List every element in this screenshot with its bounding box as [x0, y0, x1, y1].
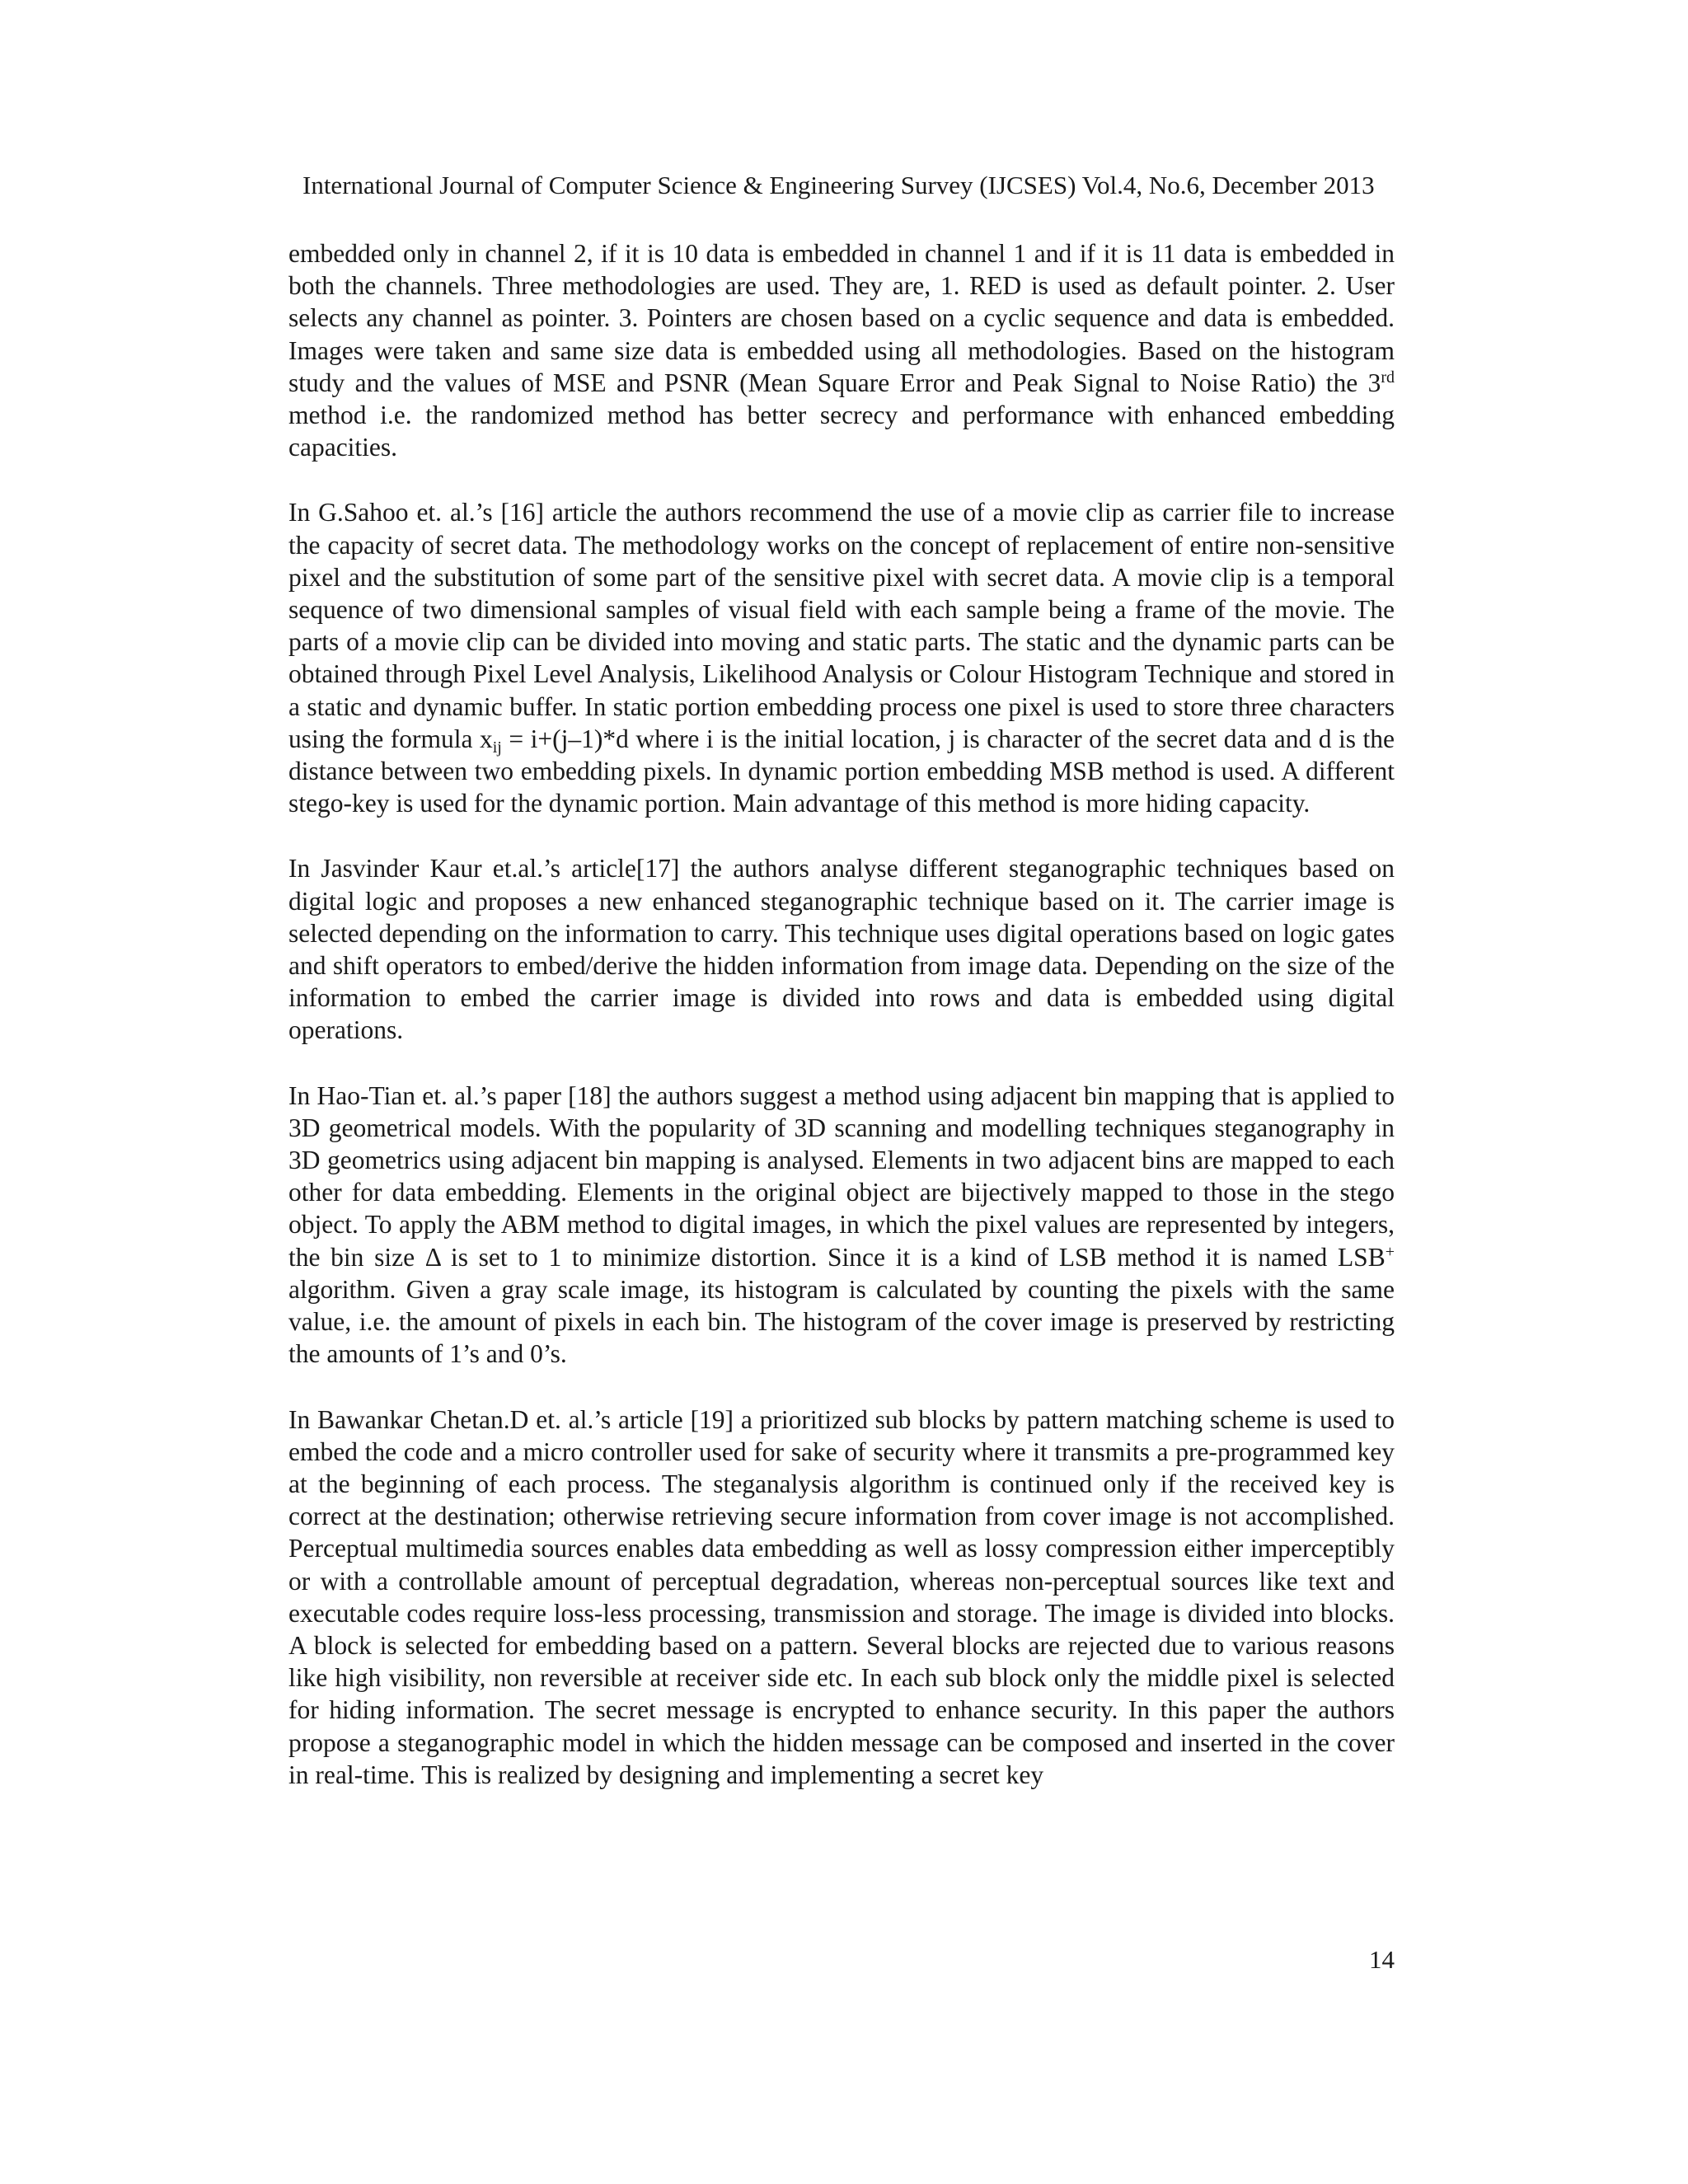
- running-header: International Journal of Computer Science & Engineering Survey (IJCSES) Vol.4, No.6, December 2013: [302, 171, 1375, 199]
- body-text: [288, 237, 1395, 1824]
- paragraph-kaur: In Jasvinder Kaur et.al.’s article[17] the authors analyse different steganographic techniques based on digital logic and proposes a new enhanced steganographic technique based on it. The carrier image is selected depending on the information to carry. This technique uses digital operations based on logic gates and shift operators to embed/derive the hidden information from image data. Depending on the size of the information to embed the carrier image is divided into rows and data is embedded using digital operations.: [288, 854, 1395, 1045]
- paragraph-sahoo: [288, 496, 1395, 819]
- paragraph-hao-tian: [288, 1080, 1395, 1371]
- paragraph-text: method i.e. the randomized method has better secrecy and performance with enhanced embedding capacities.: [288, 401, 1395, 462]
- paragraph-text: algorithm. Given a gray scale image, its histogram is calculated by counting the pixels with the same value, i.e. the amount of pixels in each bin. The histogram of the cover image is preserved by restricting the amounts of 1’s and 0’s.: [288, 1274, 1395, 1369]
- paragraph-channel-embedding: [288, 237, 1395, 463]
- superscript: +: [1385, 1242, 1395, 1261]
- paragraph-text: In G.Sahoo et. al.’s [16] article the authors recommend the use of a movie clip as carrier file to increase the capacity of secret data. The methodology works on the concept of replacement of entire non-sensitive pixel and the substitution of some part of the sensitive pixel with secret data. A movie clip is a temporal sequence of two dimensional samples of visual field with each sample being a frame of the movie. The parts of a movie clip can be divided into moving and static parts. The static and the dynamic parts can be obtained through Pixel Level Analysis, Likelihood Analysis or Colour Histogram Technique and stored in a static and dynamic buffer. In static portion embedding process one pixel is used to store three characters using the formula x: [288, 498, 1395, 753]
- superscript: rd: [1381, 368, 1395, 387]
- page-number: 14: [1369, 1945, 1395, 1974]
- paragraph-text: In Hao-Tian et. al.’s paper [18] the authors suggest a method using adjacent bin mapping that is applied to 3D geometrical models. With the popularity of 3D scanning and modelling techniques steganography in 3D geometrics using adjacent bin mapping is analysed. Elements in two adjacent bins are mapped to each other for data embedding. Elements in the original object are bijectively mapped to those in the stego object. To apply the ABM method to digital images, in which the pixel values are represented by integers, the bin size Δ is set to 1 to minimize distortion. Since it is a kind of LSB method it is named LSB: [288, 1080, 1395, 1272]
- paragraph-text: = i+(j–1)*d where i is the initial location, j is character of the secret data and d is the distance between two embedding pixels. In dynamic portion embedding MSB method is used. A different stego-key is used for the dynamic portion. Main advantage of this method is more hiding capacity.: [288, 724, 1395, 818]
- subscript: ij: [492, 738, 502, 757]
- paragraph-text: embedded only in channel 2, if it is 10 data is embedded in channel 1 and if it is 11 data is embedded in both the channels. Three methodologies are used. They are, 1. RED is used as default pointer. 2. User selects any channel as pointer. 3. Pointers are chosen based on a cyclic sequence and data is embedded. Images were taken and same size data is embedded using all methodologies. Based on the histogram study and the values of MSE and PSNR (Mean Square Error and Peak Signal to Noise Ratio) the 3: [288, 239, 1395, 397]
- paragraph-bawankar: In Bawankar Chetan.D et. al.’s article [19] a prioritized sub blocks by pattern matching scheme is used to embed the code and a micro controller used for sake of security where it transmits a pre-programmed key at the beginning of each process. The steganalysis algorithm is continued only if the received key is correct at the destination; otherwise retrieving secure information from cover image is not accomplished. Perceptual multimedia sources enables data embedding as well as lossy compression either imperceptibly or with a controllable amount of perceptual degradation, whereas non-perceptual sources like text and executable codes require loss-less processing, transmission and storage. The image is divided into blocks. A block is selected for embedding based on a pattern. Several blocks are rejected due to various reasons like high visibility, non reversible at receiver side etc. In each sub block only the middle pixel is selected for hiding information. The secret message is encrypted to enhance security. In this paper the authors propose a steganographic model in which the hidden message can be composed and inserted in the cover in real-time. This is realized by designing and implementing a secret key: [288, 1404, 1395, 1789]
